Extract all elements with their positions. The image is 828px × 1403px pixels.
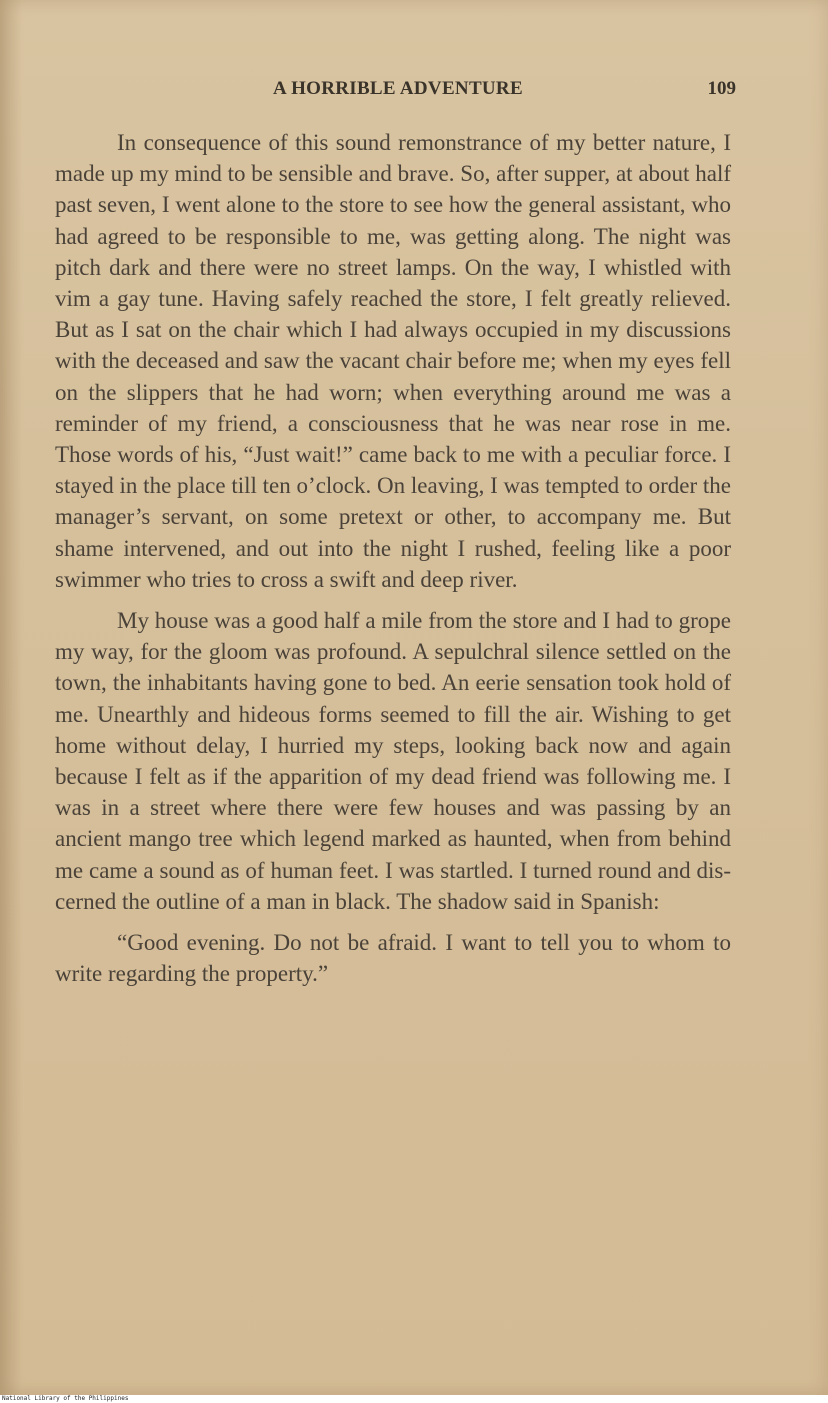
paragraph: My house was a good half a mile from the store and I had to grope my way, for the gloom was profound. A sepulchral silence settled on the town, the inhabitants having gone to bed. An eerie sensation took hold of me. Unearthly and hideous forms seemed to fill the air. Wishing to get home without delay, I hurried my steps, looking back now and again because I felt as if the apparition of my dead friend was following me. I was in a street where there were few houses and was passing by an ancient mango tree which legend marked as haunted, when from behind me came a sound as of human feet. I was startled. I turned round and discerned the outline of a man in black. The shadow said in Spanish: [55, 608, 731, 914]
gutter-shadow [0, 0, 22, 1395]
scan-credit: National Library of the Philippines [0, 1395, 828, 1403]
paragraph: “Good evening. Do not be afraid. I want to tell you to whom to write regarding the property.” [55, 930, 731, 987]
running-title: A HORRIBLE ADVENTURE [273, 78, 523, 99]
page-number: 109 [707, 78, 736, 99]
running-header [60, 76, 736, 106]
paragraph: In consequence of this sound remonstrance of my better nature, I made up my mind to be sensible and brave. So, after supper, at about half past seven, I went alone to the store to see how the general assistant, who had agreed to be responsible to me, was getting along. The night was pitch dark and there were no street lamps. On the way, I whistled with vim a gay tune. Having safely reached the store, I felt greatly relieved. But as I sat on the chair which I had always occupied in my discussions with the deceased and saw the vacant chair before me; when my eyes fell on the slippers that he had worn; when everything around me was a reminder of my friend, a consciousness that he was near rose in me. Those words of his, “Just wait!” came back to me with a peculiar force. I stayed in the place till ten o’clock. On leaving, I was tempted to order the manager’s servant, on some pretext or other, to accompany me. But shame intervened, and out into the night I rushed, feeling like a poor swimmer who tries to cross a swift and deep river. [55, 130, 731, 592]
page-body [55, 127, 731, 989]
